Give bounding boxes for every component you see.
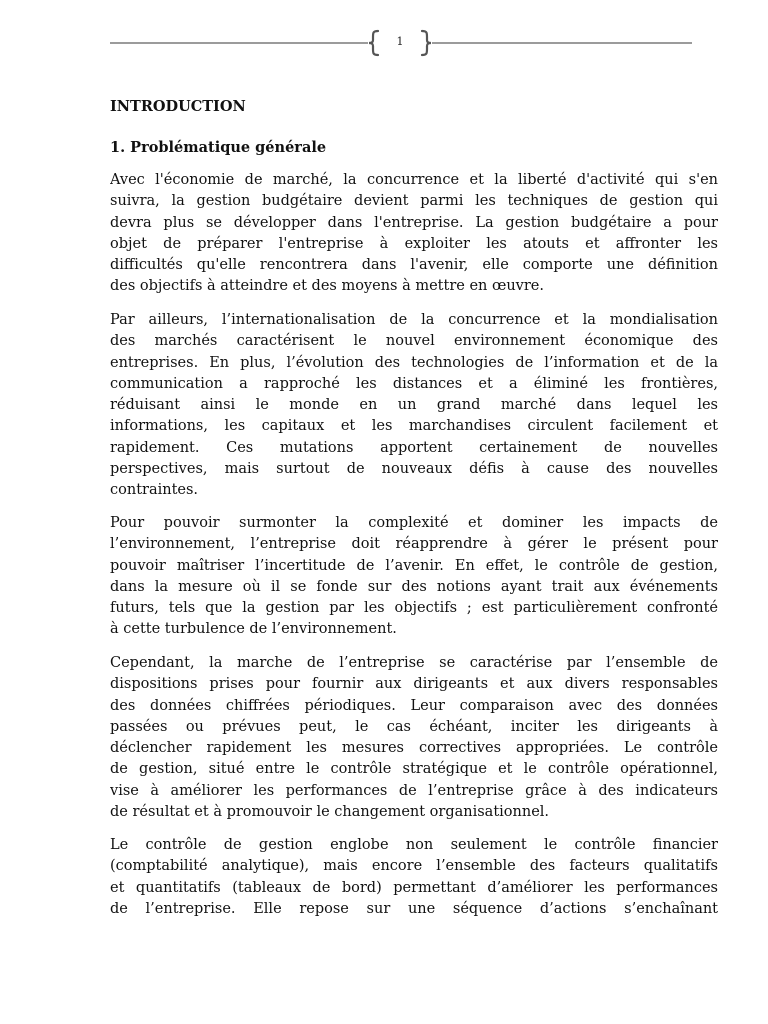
paragraph-line: pouvoir maîtriser l’incertitude de l’avenir. En effet, le contrôle de gestion, bbox=[110, 557, 718, 574]
paragraph-line: Par ailleurs, l’internationalisation de la concurrence et la mondialisation bbox=[110, 312, 718, 328]
page-header-ornament bbox=[0, 0, 768, 70]
paragraph-line: devra plus se développer dans l'entreprise. La gestion budgétaire a pour bbox=[110, 214, 718, 231]
paragraph-line: des données chiffrées périodiques. Leur comparaison avec des données bbox=[110, 697, 718, 714]
paragraph-line: suivra, la gestion budgétaire devient parmi les techniques de gestion qui bbox=[110, 193, 718, 210]
paragraph-line: des marchés caractérisent le nouvel environnement économique des bbox=[110, 333, 718, 350]
paragraph-line: difficultés qu'elle rencontrera dans l'avenir, elle comporte une définition bbox=[110, 257, 718, 273]
paragraph-line: contraintes. bbox=[110, 482, 199, 498]
paragraph-line: futurs, tels que la gestion par les objectifs ; est particulièrement confronté bbox=[110, 600, 718, 616]
paragraph-3 bbox=[110, 513, 718, 641]
section-heading: 1. Problématique générale bbox=[110, 139, 327, 156]
paragraph-1 bbox=[110, 170, 718, 298]
paragraph-line: déclencher rapidement les mesures correctives appropriées. Le contrôle bbox=[110, 740, 718, 756]
paragraph-line: informations, les capitaux et les marchandises circulent facilement et bbox=[110, 418, 718, 435]
paragraph-line: de résultat et à promouvoir le changement organisationnel. bbox=[110, 803, 550, 820]
paragraph-line: et quantitatifs (tableaux de bord) permettant d’améliorer les performances bbox=[110, 879, 718, 896]
page-number: 1 bbox=[396, 35, 404, 48]
paragraph-line: entreprises. En plus, l’évolution des technologies de l’information et de la bbox=[110, 354, 718, 371]
paragraph-line: dispositions prises pour fournir aux dirigeants et aux divers responsables bbox=[110, 676, 718, 693]
paragraph-line: rapidement. Ces mutations apportent certainement de nouvelles bbox=[110, 439, 718, 456]
paragraph-line: Le contrôle de gestion englobe non seulement le contrôle financier bbox=[110, 837, 718, 853]
paragraph-line: Avec l'économie de marché, la concurrence et la liberté d'activité qui s'en bbox=[110, 172, 718, 188]
paragraph-line: à cette turbulence de l’environnement. bbox=[110, 621, 397, 638]
paragraph-line: l’environnement, l’entreprise doit réapprendre à gérer le présent pour bbox=[110, 536, 718, 553]
paragraph-line: des objectifs à atteindre et des moyens à mettre en œuvre. bbox=[110, 278, 544, 295]
paragraph-line: de gestion, situé entre le contrôle stratégique et le contrôle opérationnel, bbox=[110, 761, 718, 778]
paragraph-5 bbox=[110, 835, 718, 920]
left-brace-icon bbox=[369, 31, 378, 55]
paragraph-line: Pour pouvoir surmonter la complexité et dominer les impacts de bbox=[110, 515, 718, 531]
paragraph-line: vise à améliorer les performances de l’entreprise grâce à des indicateurs bbox=[110, 782, 718, 799]
paragraph-line: perspectives, mais surtout de nouveaux défis à cause des nouvelles bbox=[110, 460, 718, 477]
paragraph-line: réduisant ainsi le monde en un grand marché dans lequel les bbox=[110, 397, 718, 413]
paragraph-4 bbox=[110, 653, 718, 823]
paragraph-line: de l’entreprise. Elle repose sur une séquence d’actions s’enchaînant bbox=[110, 900, 718, 917]
paragraph-line: (comptabilité analytique), mais encore l’ensemble des facteurs qualitatifs bbox=[110, 858, 718, 875]
paragraph-2 bbox=[110, 310, 718, 501]
right-brace-icon bbox=[422, 31, 431, 55]
paragraph-line: Cependant, la marche de l’entreprise se caractérise par l’ensemble de bbox=[110, 655, 718, 671]
paragraph-line: dans la mesure où il se fonde sur des notions ayant trait aux événements bbox=[110, 578, 718, 595]
paragraph-line: passées ou prévues peut, le cas échéant, inciter les dirigeants à bbox=[110, 718, 718, 735]
paragraph-line: communication a rapproché les distances et a éliminé les frontières, bbox=[110, 375, 718, 392]
document-title: INTRODUCTION bbox=[110, 98, 246, 115]
paragraph-line: objet de préparer l'entreprise à exploiter les atouts et affronter les bbox=[110, 235, 718, 252]
